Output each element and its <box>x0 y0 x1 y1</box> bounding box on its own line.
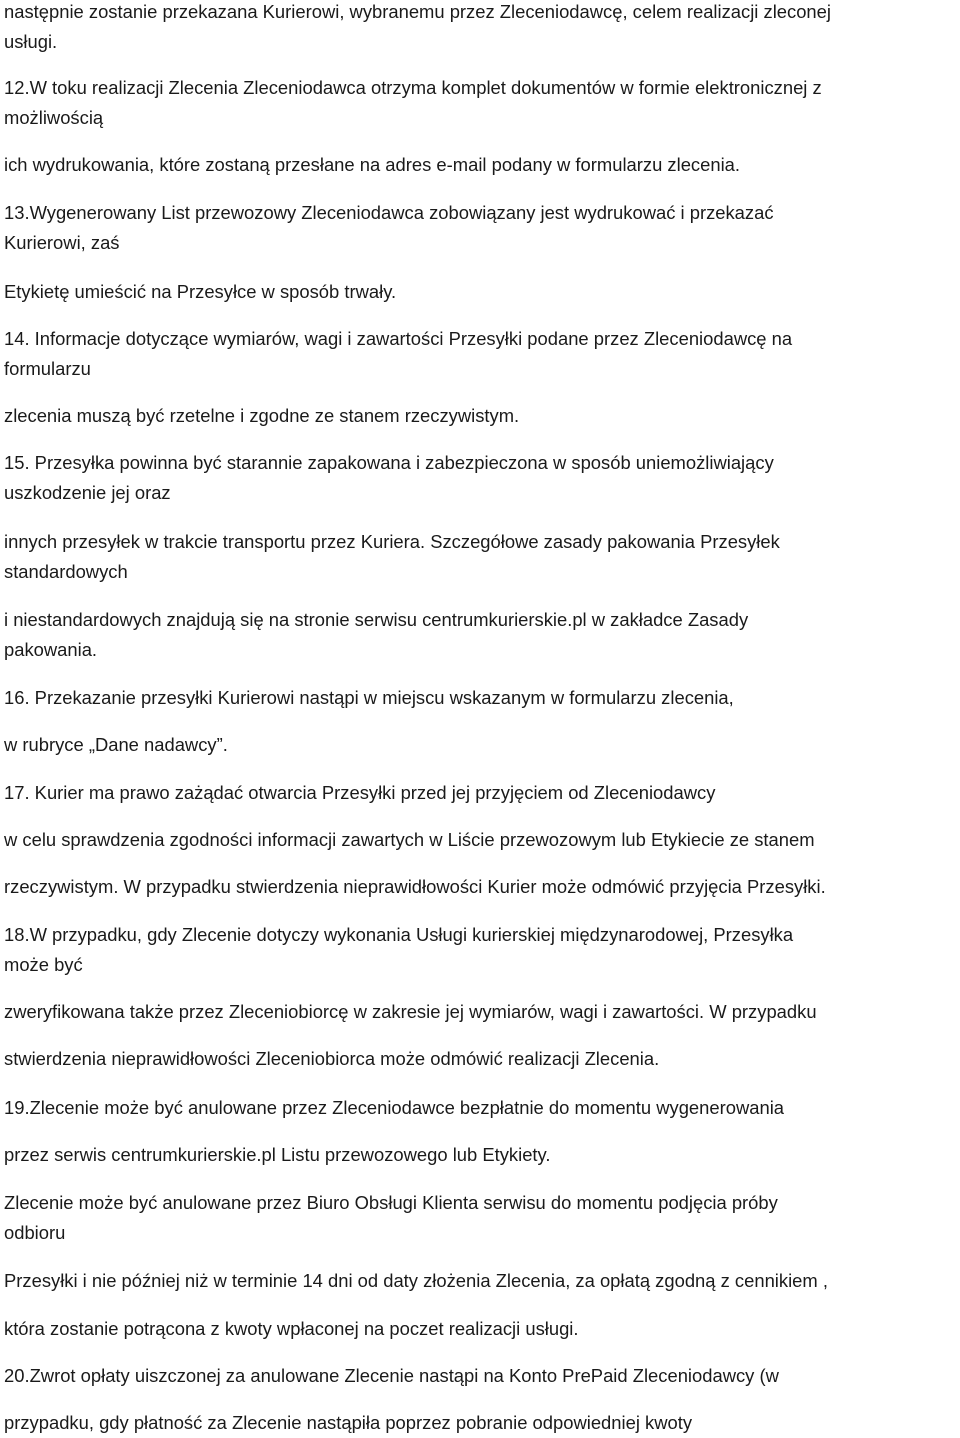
text-line: 17. Kurier ma prawo zażądać otwarcia Przesyłki przed jej przyjęciem od Zleceniodawcy <box>4 782 716 803</box>
text-line: może być <box>4 954 83 975</box>
text-line: 12.W toku realizacji Zlecenia Zleceniodawca otrzyma komplet dokumentów w formie elektronicznej z <box>4 77 822 98</box>
text-line: 18.W przypadku, gdy Zlecenie dotyczy wykonania Usługi kurierskiej międzynarodowej, Przesyłka <box>4 924 794 945</box>
text-line: Kurierowi, zaś <box>4 232 120 253</box>
text-line: przypadku, gdy płatność za Zlecenie nastąpiła poprzez pobranie odpowiedniej kwoty <box>4 1412 693 1433</box>
text-line: możliwością <box>4 107 104 128</box>
text-line: innych przesyłek w trakcie transportu przez Kuriera. Szczegółowe zasady pakowania Przesyłek <box>4 531 780 552</box>
text-line: rzeczywistym. W przypadku stwierdzenia nieprawidłowości Kurier może odmówić przyjęcia Przesyłki. <box>4 876 826 897</box>
text-line: ich wydrukowania, które zostaną przesłane na adres e-mail podany w formularzu zlecenia. <box>4 154 740 175</box>
text-line: która zostanie potrącona z kwoty wpłaconej na poczet realizacji usługi. <box>4 1318 579 1339</box>
text-line: 14. Informacje dotyczące wymiarów, wagi i zawartości Przesyłki podane przez Zleceniodawcę na <box>4 328 793 349</box>
text-line: zlecenia muszą być rzetelne i zgodne ze stanem rzeczywistym. <box>4 405 520 426</box>
text-line: Etykietę umieścić na Przesyłce w sposób trwały. <box>4 281 397 302</box>
text-line: przez serwis centrumkurierskie.pl Listu przewozowego lub Etykiety. <box>4 1144 551 1165</box>
text-line: w rubryce „Dane nadawcy”. <box>4 734 228 755</box>
text-line: uszkodzenie jej oraz <box>4 482 171 503</box>
text-line: 19.Zlecenie może być anulowane przez Zleceniodawce bezpłatnie do momentu wygenerowania <box>4 1097 785 1118</box>
text-line: usługi. <box>4 31 58 52</box>
text-line: i niestandardowych znajdują się na stronie serwisu centrumkurierskie.pl w zakładce Zasady <box>4 609 749 630</box>
text-line: stwierdzenia nieprawidłowości Zleceniobiorca może odmówić realizacji Zlecenia. <box>4 1048 660 1069</box>
text-line: 20.Zwrot opłaty uiszczonej za anulowane Zlecenie nastąpi na Konto PrePaid Zleceniodawcy (w <box>4 1365 779 1386</box>
text-line: Przesyłki i nie później niż w terminie 14 dni od daty złożenia Zlecenia, za opłatą zgodną z cennikiem , <box>4 1270 828 1291</box>
text-line: 16. Przekazanie przesyłki Kurierowi nastąpi w miejscu wskazanym w formularzu zlecenia, <box>4 687 734 708</box>
text-line: zweryfikowana także przez Zleceniobiorcę w zakresie jej wymiarów, wagi i zawartości. W przypadku <box>4 1001 817 1022</box>
text-line: Zlecenie może być anulowane przez Biuro Obsługi Klienta serwisu do momentu podjęcia próby <box>4 1192 778 1213</box>
text-line: następnie zostanie przekazana Kurierowi, wybranemu przez Zleceniodawcę, celem realizacji zleconej <box>4 1 831 22</box>
text-line: w celu sprawdzenia zgodności informacji zawartych w Liście przewozowym lub Etykiecie ze stanem <box>4 829 815 850</box>
text-line: 15. Przesyłka powinna być starannie zapakowana i zabezpieczona w sposób uniemożliwiający <box>4 452 774 473</box>
text-line: 13.Wygenerowany List przewozowy Zleceniodawca zobowiązany jest wydrukować i przekazać <box>4 202 774 223</box>
text-line: odbioru <box>4 1222 66 1243</box>
text-line: standardowych <box>4 561 128 582</box>
text-line: pakowania. <box>4 639 98 660</box>
text-line: formularzu <box>4 358 91 379</box>
